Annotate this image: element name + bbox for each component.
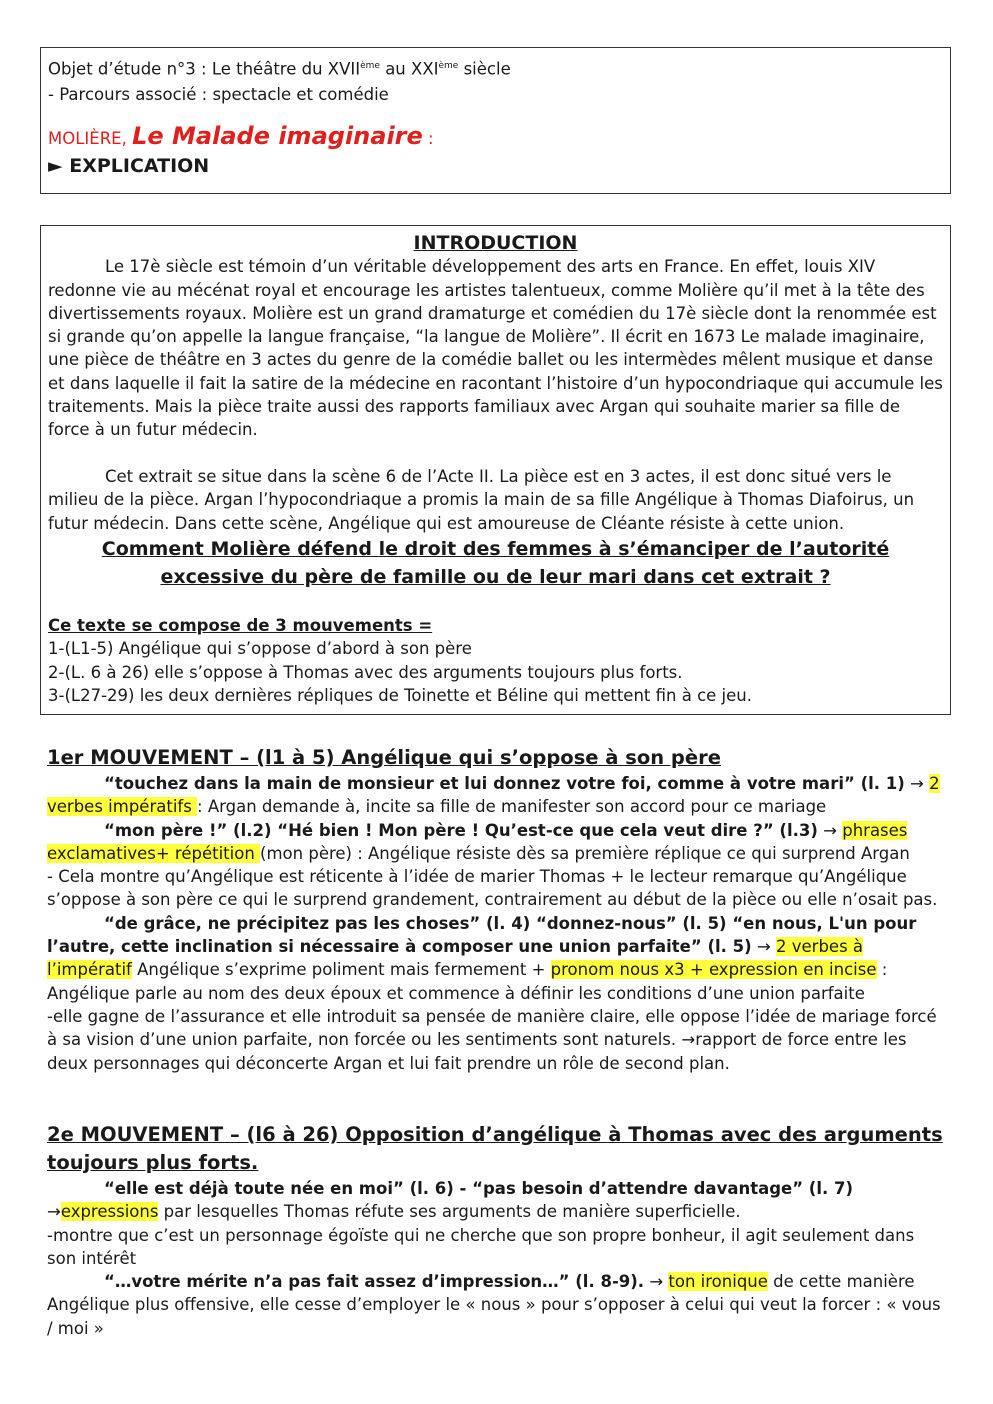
introduction-box <box>40 225 951 715</box>
movement-1-section <box>47 744 944 1075</box>
analysis-paragraph: “…votre mérite n’a pas fait assez d’impression…” (l. 8-9). → ton ironique de cette manière Angélique plus offensive, elle cesse d’employer le « nous » pour s’opposer à celui qui veut la forcer : « vous / moi » <box>47 1272 941 1338</box>
analysis-paragraph: →expressions par lesquelles Thomas réfute ses arguments de manière superficielle. <box>47 1202 741 1222</box>
work-title: Le Malade imaginaire <box>132 121 423 150</box>
highlight: pronom nous x3 + expression en incise <box>550 960 877 980</box>
analysis-paragraph: “elle est déjà toute née en moi” (l. 6) - “pas besoin d’attendre davantage” (l. 7) <box>104 1179 854 1198</box>
movement-1-heading: 1er MOUVEMENT – (l1 à 5) Angélique qui s’oppose à son père <box>47 746 721 769</box>
highlight: expressions <box>60 1202 159 1222</box>
highlight: 2 verbes à l’impératif <box>47 937 864 980</box>
highlight: 2 verbes impératifs <box>47 774 940 817</box>
study-object-line: Objet d’étude n°3 : Le théâtre du XVIIème au XXIème siècle <box>48 59 511 79</box>
movement-2-section <box>47 1121 944 1340</box>
parcours-line: - Parcours associé : spectacle et comédie <box>48 84 389 104</box>
problematic-question: Comment Molière défend le droit des femmes à s’émanciper de l’autorité excessive du père de famille ou de leur mari dans cet extrait ? <box>101 537 890 588</box>
plan-title: Ce texte se compose de 3 mouvements = <box>48 616 433 636</box>
intro-paragraph-1: Le 17è siècle est témoin d’un véritable développement des arts en France. En effet, louis XIV redonne vie au mécénat royal et encourage les artistes talentueux, comme Molière qu’il met à la tête des divertissements royaux. Molière est un grand dramaturge et comédien du 17è siècle dont la renommée est si grande qu’on appelle la langue française, “la langue de Molière”. Il écrit en 1673 Le malade imaginaire, une pièce de théâtre en 3 actes du genre de la comédie ballet ou les intermèdes mêlent musique et danse et dans laquelle il fait la satire de la médecine en racontant l’histoire d’un hypocondriaque qui accumule les traitements. Mais la pièce traite aussi des rapports familiaux avec Argan qui souhaite marier sa fille de force à un futur médecin. <box>48 257 943 440</box>
plan-item: 3-(L27-29) les deux dernières répliques de Toinette et Béline qui mettent fin à ce jeu. <box>48 686 752 706</box>
plan-item: 1-(L1-5) Angélique qui s’oppose d’abord à son père <box>48 639 472 659</box>
header-box <box>40 47 951 194</box>
highlight: ton ironique <box>668 1272 768 1292</box>
analysis-paragraph: -elle gagne de l’assurance et elle introduit sa pensée de manière claire, elle oppose l’idée de mariage forcé à sa vision d’une union parfaite, non forcée ou les sentiments sont naturels. →rapport de force entre les deux personnages qui déconcerte Argan et lui fait prendre un rôle de second plan. <box>47 1006 937 1073</box>
intro-paragraph-2: Cet extrait se situe dans la scène 6 de l’Acte II. La pièce est en 3 actes, il est donc situé vers le milieu de la pièce. Argan l’hypocondriaque a promis la main de sa fille Angélique à Thomas Diafoirus, un futur médecin. Dans cette scène, Angélique qui est amoureuse de Cléante résiste à cette union. <box>48 466 915 533</box>
highlight: phrases exclamatives+ répétition <box>47 820 908 863</box>
movement-2-heading: 2e MOUVEMENT – (l6 à 26) Opposition d’angélique à Thomas avec des arguments toujours plus forts. <box>47 1123 943 1174</box>
work-title-line: MOLIÈRE, Le Malade imaginaire : <box>48 121 434 150</box>
analysis-paragraph: -montre que c’est un personnage égoïste qui ne cherche que son propre bonheur, il agit seulement dans son intérêt <box>47 1225 915 1268</box>
analysis-paragraph: “mon père !” (l.2) “Hé bien ! Mon père ! Qu’est-ce que cela veut dire ?” (l.3) → phrases exclamatives+ répétition (mon père) : Angélique résiste dès sa première réplique ce qui surprend Argan <box>47 820 910 863</box>
plan-item: 2-(L. 6 à 26) elle s’oppose à Thomas avec des arguments toujours plus forts. <box>48 662 683 682</box>
analysis-paragraph: “touchez dans la main de monsieur et lui donnez votre foi, comme à votre mari” (l. 1) → 2 verbes impératifs : Argan demande à, incite sa fille de manifester son accord pour ce mariage <box>47 774 940 817</box>
analysis-paragraph: - Cela montre qu’Angélique est réticente à l’idée de marier Thomas + le lecteur remarque qu’Angélique s’oppose à son père ce qui le surprend grandement, contrairement au début de la pièce ou elle n’osait pas. <box>47 867 938 910</box>
explication-label: ► EXPLICATION <box>48 154 210 177</box>
analysis-paragraph: “de grâce, ne précipitez pas les choses” (l. 4) “donnez-nous” (l. 5) “en nous, L'un pour l’autre, cette inclination si nécessaire à composer une union parfaite” (l. 5) → 2 verbes à l’impératif Angélique s’exprime poliment mais fermement + pronom nous x3 + expression en incise : Angélique parle au nom des deux époux et commence à définir les conditions d’une union parfaite <box>47 913 917 1003</box>
intro-heading: INTRODUCTION <box>413 232 578 254</box>
